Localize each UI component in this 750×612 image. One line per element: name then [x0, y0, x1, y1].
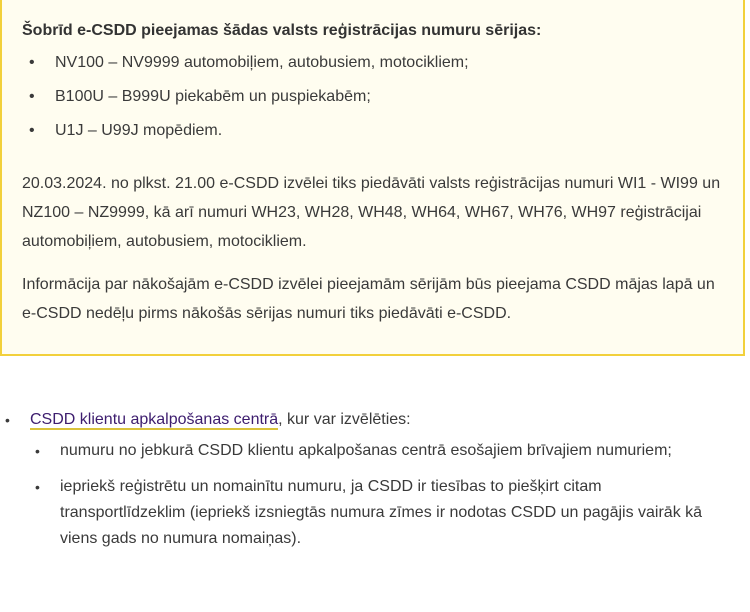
bullet-icon: • — [35, 479, 40, 495]
list-item — [0, 408, 750, 552]
options-section — [0, 408, 750, 562]
bullet-icon: • — [29, 122, 35, 139]
service-center-link[interactable]: CSDD klientu apkalpošanas centrā — [30, 411, 279, 428]
sub-list-item-text: numuru no jebkurā CSDD klientu apkalpošanas centrā esošajiem brīvajiem numuriem; — [60, 442, 672, 459]
series-item-text: NV100 – NV9999 automobiļiem, autobusiem, motocikliem; — [55, 54, 469, 71]
sub-list-item — [30, 474, 730, 552]
availability-paragraph: 20.03.2024. no plkst. 21.00 e-CSDD izvēlei tiks piedāvāti valsts reģistrācijas numuri WI1 - WI99 un NZ100 – NZ9999, kā arī numuri WH23, WH28, WH48, WH64, WH67, WH76, WH97 reģistrācijai automobiļiem, autobusiem, motocikliem. — [22, 175, 721, 250]
bullet-icon: • — [29, 54, 35, 71]
bullet-icon: • — [5, 412, 10, 428]
bullet-icon: • — [35, 443, 40, 459]
bullet-icon: • — [29, 88, 35, 105]
info-paragraph: Informācija par nākošajām e-CSDD izvēlei pieejamām sērijām būs pieejama CSDD mājas lapā un e-CSDD nedēļu pirms nākošās sērijas numuri tiks piedāvāti e-CSDD. — [22, 276, 715, 322]
notice-title: Šobrīd e-CSDD pieejamas šādas valsts reģistrācijas numuru sērijas: — [22, 22, 542, 39]
series-item — [22, 86, 723, 120]
series-list — [22, 52, 723, 154]
list-item-suffix: , kur var izvēlēties: — [278, 411, 411, 428]
series-item — [22, 52, 723, 86]
sub-list-item — [30, 438, 730, 464]
series-item-text: B100U – B999U piekabēm un puspiekabēm; — [55, 88, 371, 105]
series-item-text: U1J – U99J mopēdiem. — [55, 122, 223, 139]
series-item — [22, 120, 723, 154]
sub-list — [30, 438, 750, 552]
sub-list-item-text: iepriekš reģistrētu un nomainītu numuru, ja CSDD ir tiesības to piešķirt citam transportlīdzeklim (iepriekš izsniegtās numura zīmes ir nodotas CSDD un pagājis vairāk kā viens gads no numura nomaiņas). — [60, 478, 703, 547]
